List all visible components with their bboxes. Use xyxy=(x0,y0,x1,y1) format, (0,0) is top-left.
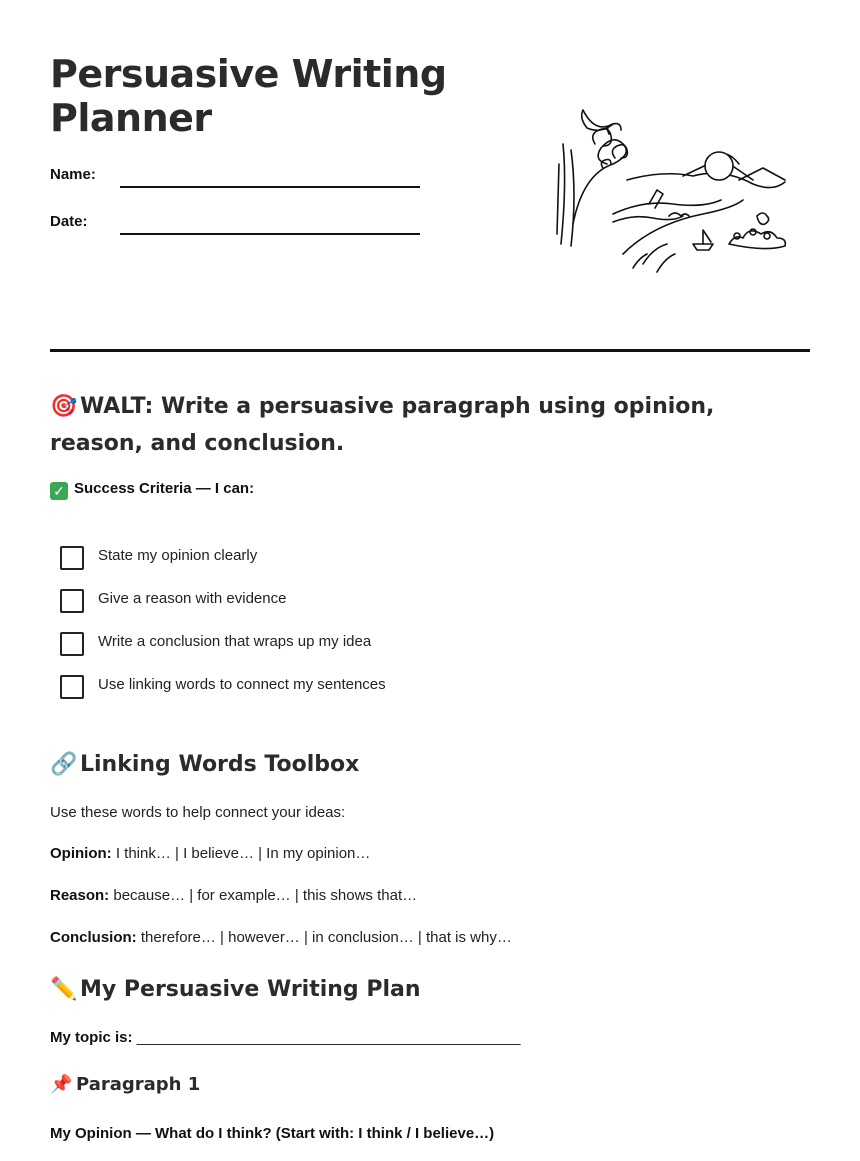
pencil-icon: ✏️ xyxy=(50,977,78,1002)
name-field[interactable] xyxy=(50,166,420,190)
date-field[interactable] xyxy=(50,213,420,237)
criteria-label: State my opinion clearly xyxy=(98,547,258,564)
walt-text: WALT: Write a persuasive paragraph using opinion, reason, and conclusion. xyxy=(50,394,715,456)
paragraph-title: Paragraph 1 xyxy=(76,1074,201,1095)
toolbox-intro: Use these words to help connect your ideas: xyxy=(50,804,346,821)
target-icon: 🎯 xyxy=(50,394,78,419)
linking-label: Reason: xyxy=(50,887,110,904)
name-label: Name: xyxy=(50,166,96,183)
worksheet-page xyxy=(50,0,810,1161)
checkbox[interactable] xyxy=(60,546,84,570)
criteria-label: Write a conclusion that wraps up my idea xyxy=(98,633,372,650)
linking-row-opinion xyxy=(50,845,370,862)
checkbox[interactable] xyxy=(60,589,84,613)
name-line[interactable] xyxy=(120,186,420,188)
linking-label: Opinion: xyxy=(50,845,112,862)
landscape-illustration xyxy=(553,104,789,276)
opinion-prompt: My Opinion — What do I think? (Start with: I think / I believe…) xyxy=(50,1125,495,1142)
section-divider xyxy=(50,349,810,352)
linking-row-conclusion xyxy=(50,929,512,946)
date-line[interactable] xyxy=(120,233,420,235)
toolbox-title: Linking Words Toolbox xyxy=(80,752,360,777)
toolbox-heading xyxy=(50,752,359,777)
walt-heading xyxy=(50,388,810,462)
page-title: Persuasive Writing Planner xyxy=(50,52,447,140)
criteria-label: Use linking words to connect my sentences xyxy=(98,676,386,693)
check-mark-icon: ✓ xyxy=(50,482,68,500)
success-criteria-heading xyxy=(50,480,254,500)
topic-blank[interactable]: ______________________________________________ xyxy=(136,1029,521,1046)
topic-line[interactable] xyxy=(50,1029,520,1046)
plan-heading xyxy=(50,977,421,1002)
pushpin-icon: 📌 xyxy=(50,1074,73,1095)
linking-words: because… | for example… | this shows that… xyxy=(113,887,418,904)
linking-row-reason xyxy=(50,887,417,904)
criteria-label: Give a reason with evidence xyxy=(98,590,287,607)
checkbox[interactable] xyxy=(60,675,84,699)
link-icon: 🔗 xyxy=(50,752,78,777)
plan-title: My Persuasive Writing Plan xyxy=(80,977,421,1002)
date-label: Date: xyxy=(50,213,88,230)
checkbox[interactable] xyxy=(60,632,84,656)
linking-words: I think… | I believe… | In my opinion… xyxy=(115,845,371,862)
topic-label: My topic is: xyxy=(50,1029,133,1046)
linking-words: therefore… | however… | in conclusion… | that is why… xyxy=(140,929,512,946)
linking-label: Conclusion: xyxy=(50,929,137,946)
paragraph-heading xyxy=(50,1074,200,1095)
success-criteria-label: Success Criteria — I can: xyxy=(74,480,255,497)
